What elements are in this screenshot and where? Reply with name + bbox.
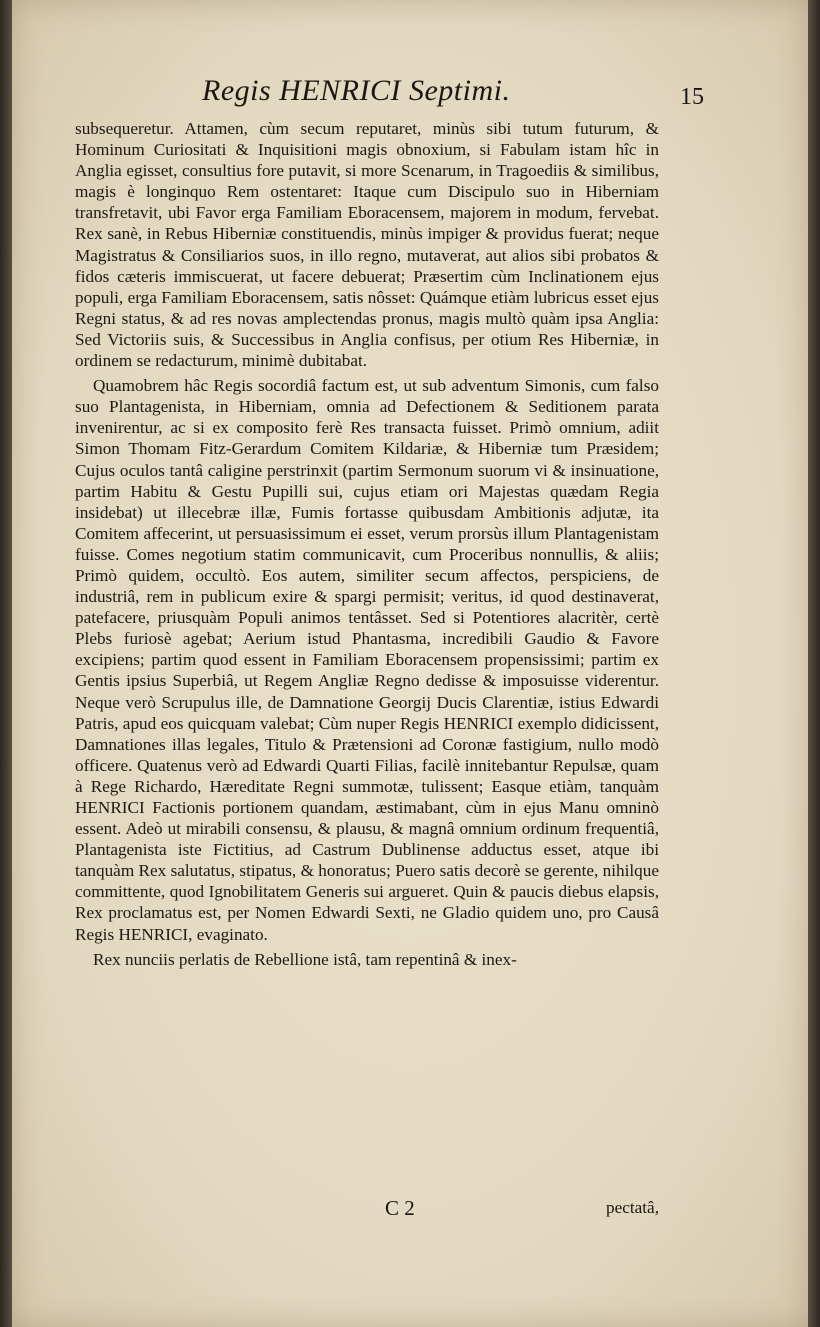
page-footer [75, 1196, 659, 1222]
signature-mark: C 2 [385, 1196, 415, 1220]
running-title: Regis HENRICI Septimi. [202, 74, 511, 107]
paragraph-3: Rex nunciis perlatis de Rebellione istâ, tam repentinâ & inex- [93, 949, 517, 969]
paragraph-2: Quamobrem hâc Regis socordiâ factum est, ut sub adventum Simonis, cum falso suo Plantagenista, in Hiberniam, omnia ad Defectionem & Seditionem parata invenirentur, ac si ex composito ferè Res transacta fuisset. Primò omnium, adiit Simon Thomam Fitz-Gerardum Comitem Kildariæ, & Hiberniæ tum Præsidem; Cujus oculos tantâ caligine perstrinxit (partim Sermonum suorum vi & insinuatione, partim Habitu & Gestu Pupilli sui, cujus etiam ori Majestas quædam Regia insidebat) ut illecebræ illæ, Fumis fortasse quibusdam Ambitionis adjutæ, ita Comitem affecerint, ut persuasissimum ei esset, verum prorsùs illum Plantagenistam fuisse. Comes negotium statim communicavit, cum Proceribus nonnullis, & aliis; Primò quidem, occultò. Eos autem, similiter secum affectos, perspiciens, de industriâ, rem in publicum exire & spargi permisit; veritus, id quod destinaverat, patefacere, priusquàm Populi animos tentâsset. Sed si Potentiores alacritèr, certè Plebs furiosè agebat; Aerium istud Phantasma, incredibili Gaudio & Favore excipiens; partim quod essent in Familiam Eboracensem propensissimi; partim ex Gentis ipsius Superbiâ, ut Regem Angliæ Regno dedisse & imposuisse viderentur. Neque verò Scrupulus ille, de Damnatione Georgij Ducis Clarentiæ, istius Edwardi Patris, apud eos quicquam valebat; Cùm nuper Regis HENRICI exemplo didicissent, Damnationes illas legales, Titulo & Prætensioni ad Coronæ fastigium, nullo modò officere. Quatenus verò ad Edwardi Quarti Filias, facilè innitebantur Repulsæ, quam à Rege Richardo, Hæreditate Regni summotæ, tulissent; Easque etiàm, tanquàm HENRICI Factionis portionem quandam, æstimabant, cùm in ejus Manu omninò essent. Adeò ut mirabili consensu, & plausu, & magnâ omnium ordinum frequentiâ, Plantagenista iste Fictitius, ad Castrum Dublinense adductus esset, atque ibi tanquàm Rex salutatus, stipatus, & honoratus; Puero satis decorè se gerente, nihilque committente, quod Ignobilitatem Generis sui argueret. Quin & paucis diebus elapsis, Rex proclamatus est, per Nomen Edwardi Sexti, ne Gladio quidem uno, pro Causâ Regis HENRICI, evaginato. [75, 376, 659, 944]
paragraph-1: subsequeretur. Attamen, cùm secum reputaret, minùs sibi tutum futurum, & Hominum Curiositati & Inquisitioni magis obnoxium, si Fabulam istam hîc in Anglia egisset, consultius fore putavit, si more Scenarum, in Tragoediis & similibus, magis è longinquo Rem ostentaret: Itaque cum Discipulo suo in Hiberniam transfretavit, ubi Favor erga Familiam Eboracensem, majorem in modum, fervebat. Rex sanè, in Rebus Hiberniæ constituendis, minùs impiger & providus fuerat; neque Magistratus & Consiliarios suos, in illo regno, mutaverat, aut alios sibi probatos & fidos cæteris immiscuerat, ut facere debuerat; Præsertim cùm Inclinationem ejus populi, erga Familiam Eboracensem, satis nôsset: Quámque etiàm lubricus esset ejus Regni status, & ad res novas amplectendas pronus, magis multò quàm ipsa Anglia: Sed Victoriis suis, & Successibus in Anglia confisus, per otium Res Hiberniæ, in ordinem se redacturum, minimè dubitabat. [75, 119, 659, 371]
scan-edge-left [0, 0, 12, 1327]
page-header [12, 70, 808, 114]
page-number: 15 [680, 84, 704, 110]
catchword: pectatâ, [606, 1198, 659, 1217]
scan-edge-right [808, 0, 820, 1327]
body-text [75, 118, 659, 970]
book-page [12, 0, 808, 1327]
